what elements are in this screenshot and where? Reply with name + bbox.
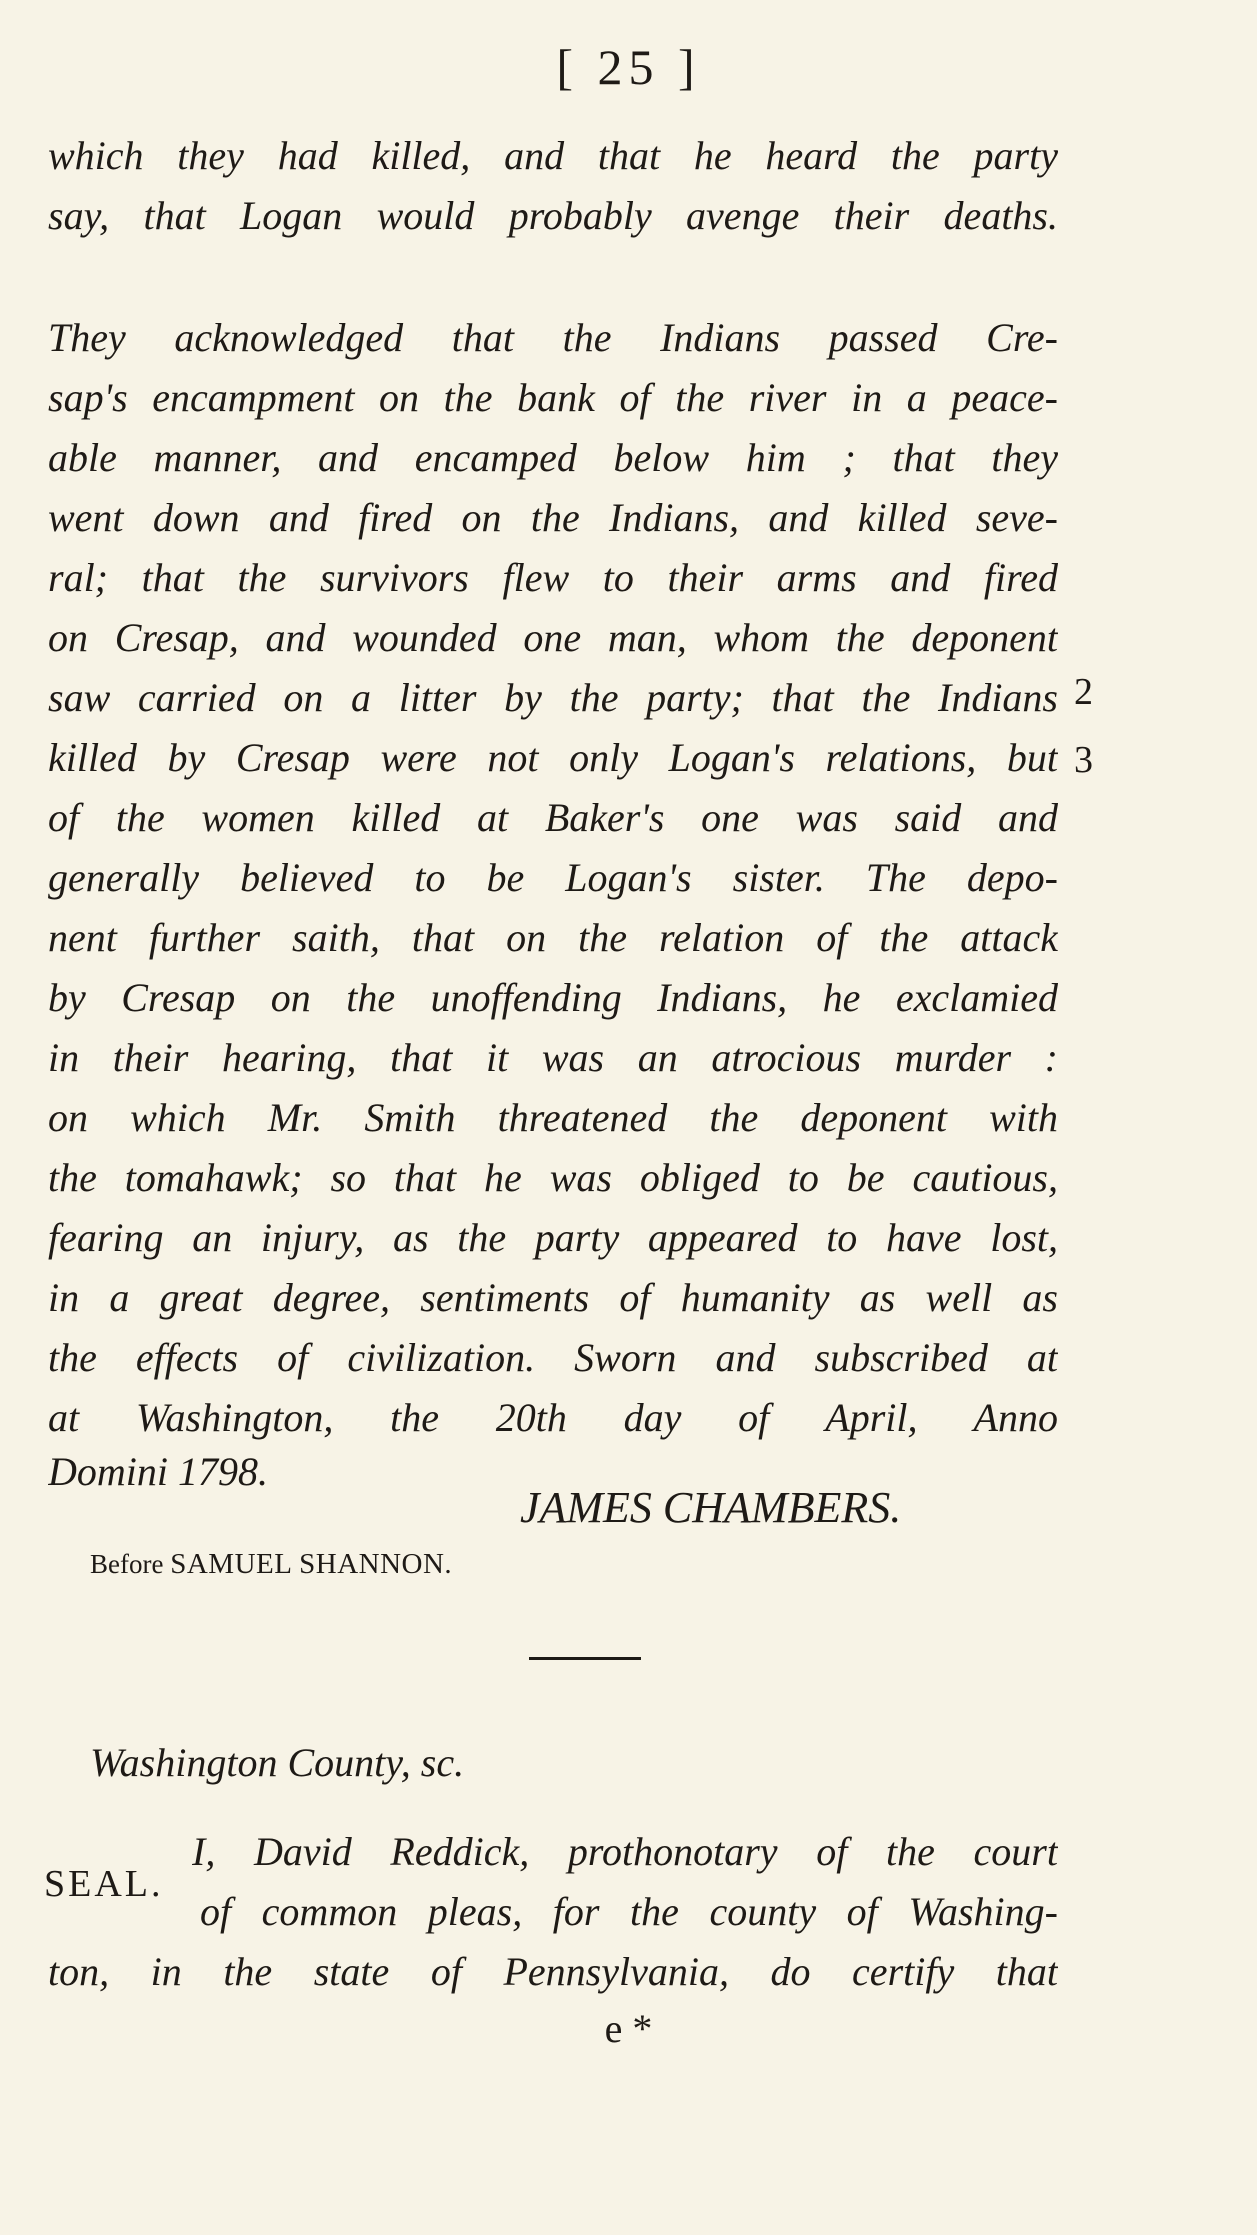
section-divider <box>529 1657 641 1660</box>
text-line: They acknowledged that the Indians passed Cre- <box>48 315 1058 360</box>
text-line: killed by Cresap were not only Logan's relations, but <box>48 735 1058 780</box>
text-line: saw carried on a litter by the party; that the Indians <box>48 675 1058 720</box>
text-line: went down and fired on the Indians, and killed seve- <box>48 495 1058 540</box>
text-line: able manner, and encamped below him ; that they <box>48 435 1058 480</box>
text-line: ton, in the state of Pennsylvania, do certify that <box>48 1949 1058 1994</box>
signature-mark: e * <box>604 2006 653 2051</box>
text-line: in their hearing, that it was an atrocious murder : <box>48 1035 1058 1080</box>
text-line: the tomahawk; so that he was obliged to be cautious, <box>48 1155 1058 1200</box>
text-line: sap's encampment on the bank of the river in a peace- <box>48 375 1058 420</box>
margin-note: 2 <box>1074 671 1093 713</box>
page-number: [ 25 ] <box>556 39 701 95</box>
margin-note: 3 <box>1074 739 1093 781</box>
before-attestation <box>90 1548 452 1581</box>
text-line: on which Mr. Smith threatened the deponent with <box>48 1095 1058 1140</box>
text-line: of the women killed at Baker's one was said and <box>48 795 1058 840</box>
signature: JAMES CHAMBERS. <box>520 1483 902 1532</box>
text-line: on Cresap, and wounded one man, whom the deponent <box>48 615 1058 660</box>
text-line: by Cresap on the unoffending Indians, he exclamied <box>48 975 1058 1020</box>
text-line: Domini 1798. <box>48 1449 268 1494</box>
text-line: ral; that the survivors flew to their arms and fired <box>48 555 1058 600</box>
text-line: nent further saith, that on the relation of the attack <box>48 915 1058 960</box>
text-line: which they had killed, and that he heard the party <box>48 133 1058 178</box>
before-name: SAMUEL SHANNON. <box>170 1548 453 1580</box>
text-line: in a great degree, sentiments of humanity as well as <box>48 1275 1058 1320</box>
county-heading: Washington County, sc. <box>90 1740 465 1785</box>
text-line: of common pleas, for the county of Washing- <box>200 1889 1058 1934</box>
before-label: Before <box>90 1549 164 1579</box>
seal-label: SEAL. <box>44 1863 164 1905</box>
text-line: say, that Logan would probably avenge their deaths. <box>48 193 1058 238</box>
text-line: I, David Reddick, prothonotary of the court <box>192 1829 1058 1874</box>
text-line: at Washington, the 20th day of April, Anno <box>48 1395 1058 1440</box>
text-line: generally believed to be Logan's sister. The depo- <box>48 855 1058 900</box>
text-line: the effects of civilization. Sworn and subscribed at <box>48 1335 1058 1380</box>
text-line: fearing an injury, as the party appeared to have lost, <box>48 1215 1058 1260</box>
